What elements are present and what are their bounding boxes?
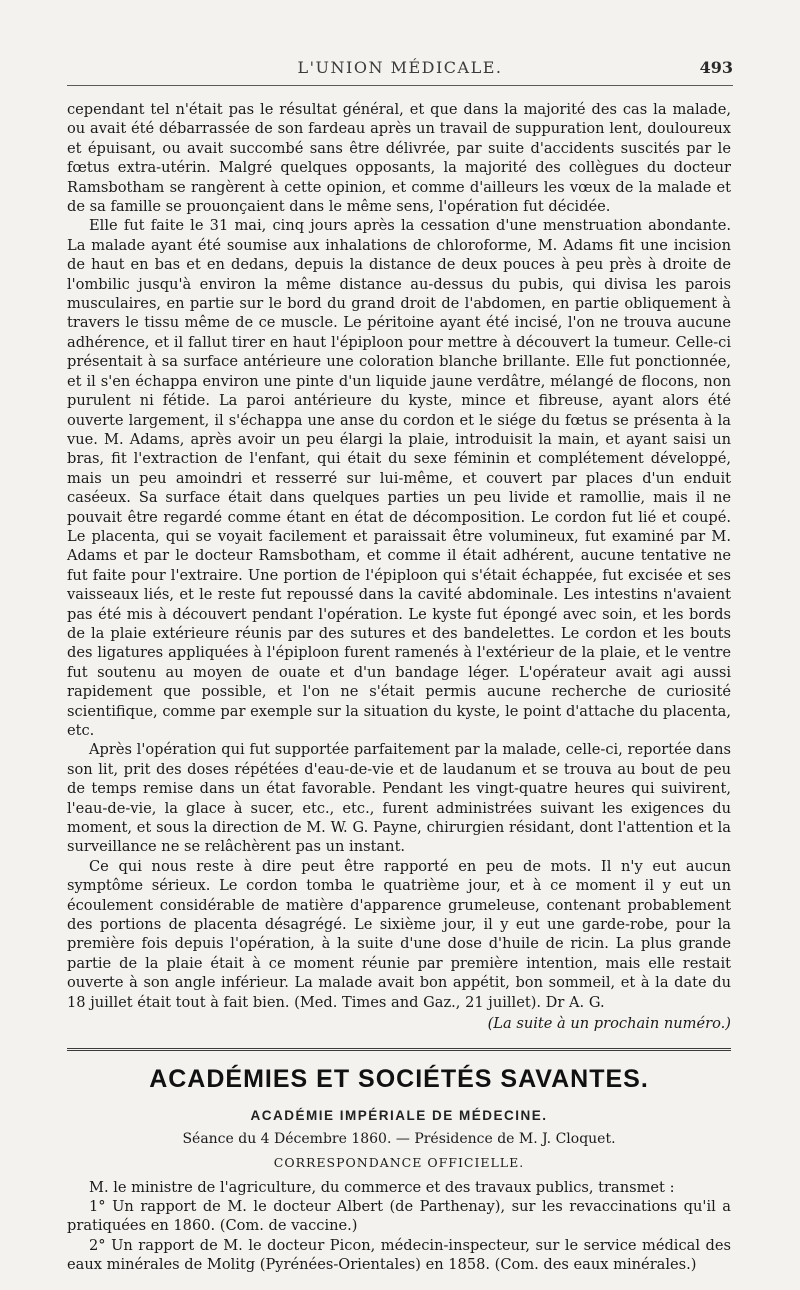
continuation-note (67, 1014, 731, 1033)
paragraph: 2° Un rapport de M. le docteur Picon, médecin-inspecteur, sur le service médical des eaux minérales de Molitg (Pyrénées-Orientales) en 1858. (Com. des eaux minérales.) (67, 1236, 731, 1274)
section-divider (67, 1048, 731, 1053)
continuation-text: (La suite à un prochain numéro.) (487, 1015, 731, 1033)
paragraph: Elle fut faite le 31 mai, cinq jours après la cessation d'une menstruation abondante. La malade ayant été soumise aux inhalations de chloroforme, M. Adams fit une incision de haut en bas et en dedans, depuis la distance de deux pouces à peu près à droite de l'ombilic jusqu'à environ la même distance au-dessus du pubis, qui divisa les parois musculaires, en partie sur le bord du grand droit de l'abdomen, en partie obliquement à travers le tissu même de ce muscle. Le péritoine ayant été incisé, l'on ne trouva aucune adhérence, et il fallut tirer en haut l'épiploon pour mettre à découvert la tumeur. Celle-ci présentait à sa surface antérieure une coloration blanche brillante. Elle fut ponctionnée, et il s'en échappa environ une pinte d'un liquide jaune verdâtre, mélangé de flocons, non purulent ni fétide. La paroi antérieure du kyste, mince et fibreuse, ayant alors été ouverte largement, il s'échappa une anse du cordon et le siége du fœtus se présenta à la vue. M. Adams, après avoir un peu élargi la plaie, introduisit la main, et ayant saisi un bras, fit l'extraction de l'enfant, qui était du sexe féminin et complétement développé, mais un peu amoindri et resserré sur lui-même, et couvert par places d'un enduit caséeux. Sa surface était dans quelques parties un peu livide et ramollie, mais il ne pouvait être regardé comme étant en état de décomposition. Le cordon fut lié et coupé. Le placenta, qui se voyait facilement et paraissait être volumineux, fut examiné par M. Adams et par le docteur Ramsbotham, et comme il était adhérent, aucune tentative ne fut faite pour l'extraire. Une portion de l'épiploon qui s'était échappée, fut excisée et ses vaisseaux liés, et le reste fut repoussé dans la cavité abdominale. Les intestins n'avaient pas été mis à découvert pendant l'opération. Le kyste fut épongé avec soin, et les bords de la plaie extérieure réunis par des sutures et des bandelettes. Le cordon et les bouts des ligatures appliquées à l'épiploon furent ramenés à l'extérieur de la plaie, et le ventre fut soutenu au moyen de ouate et d'un bandage léger. L'opérateur avait agi aussi rapidement que possible, et l'on ne s'était permis aucune recherche de curiosité scientifique, comme par exemple sur la situation du kyste, le point d'attache du placenta, etc. (67, 217, 731, 739)
journal-title: L'UNION MÉDICALE. (297, 58, 503, 77)
header-rule (67, 85, 733, 86)
paragraph: Ce qui nous reste à dire peut être rapporté en peu de mots. Il n'y eut aucun symptôme sérieux. Le cordon tomba le quatrième jour, et à ce moment il y eut un écoulement considérable de matière d'apparence grumeleuse, contenant probablement des portions de placenta désagrégé. Le sixième jour, il y eut une garde-robe, pour la première fois depuis l'opération, à la suite d'une dose d'huile de ricin. La plus grande partie de la plaie était à ce moment réunie par première intention, mais elle restait ouverte à son angle inférieur. La malade avait bon appétit, bon sommeil, et à la date du 18 juillet était tout à fait bien. (Med. Times and Gaz., 21 juillet). Dr A. G. (67, 857, 731, 1011)
running-header (67, 58, 733, 86)
paragraph: Après l'opération qui fut supportée parfaitement par la malade, celle-ci, reportée dans son lit, prit des doses répétées d'eau-de-vie et de laudanum et se trouva au bout de peu de temps remise dans un état favorable. Pendant les vingt-quatre heures qui suivirent, l'eau-de-vie, la glace à sucer, etc., etc., furent administrées suivant les exigences du moment, et sous la direction de M. W. G. Payne, chirurgien résidant, dont l'attention et la surveillance ne se relâchèrent pas un instant. (67, 741, 731, 856)
section-title: ACADÉMIES ET SOCIÉTÉS SAVANTES. (149, 1064, 649, 1093)
article-body (67, 100, 731, 1275)
correspondence-heading: CORRESPONDANCE OFFICIELLE. (273, 1154, 525, 1170)
page-number: 493 (699, 58, 733, 77)
paragraph: cependant tel n'était pas le résultat général, et que dans la majorité des cas la malade, ou avait été débarrassée de son fardeau après un travail de suppuration lent, douloureux et épuisant, ou avait succombé sans être délivrée, par suite d'accidents suscités par le fœtus extra-utérin. Malgré quelques opposants, la majorité des collègues du docteur Ramsbotham se rangèrent à cette opinion, et comme d'ailleurs les vœux de la malade et de sa famille se prouonçaient dans le même sens, l'opération fut décidée. (67, 101, 731, 216)
paragraph: 1° Un rapport de M. le docteur Albert (de Parthenay), sur les revaccinations qu'il a pratiquées en 1860. (Com. de vaccine.) (67, 1197, 731, 1235)
academy-title: ACADÉMIE IMPÉRIALE DE MÉDECINE. (250, 1107, 548, 1123)
paragraph: M. le ministre de l'agriculture, du commerce et des travaux publics, transmet : (89, 1178, 675, 1196)
seance-line: Séance du 4 Décembre 1860. — Présidence de M. J. Cloquet. (182, 1130, 616, 1147)
